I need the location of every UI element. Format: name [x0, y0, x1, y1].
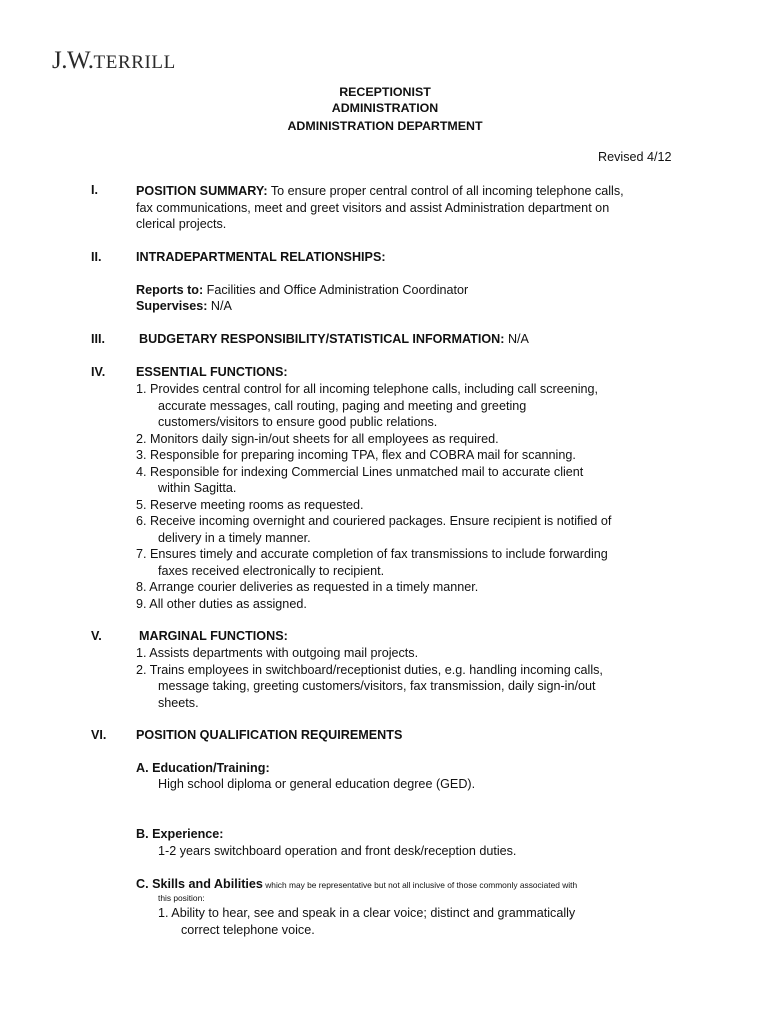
company-logo: J.W.TERRILL [52, 47, 176, 74]
list-item-cont: accurate messages, call routing, paging and meeting and greeting [158, 399, 527, 413]
list-item: 2. Trains employees in switchboard/receptionist duties, e.g. handling incoming calls, [136, 663, 603, 677]
list-item-cont: correct telephone voice. [181, 923, 315, 937]
experience-text: 1-2 years switchboard operation and front desk/reception duties. [158, 844, 517, 858]
list-item-cont: delivery in a timely manner. [158, 531, 311, 545]
list-item: 7. Ensures timely and accurate completion of fax transmissions to include forwarding [136, 547, 608, 561]
list-item: 6. Receive incoming overnight and couriered packages. Ensure recipient is notified of [136, 514, 612, 528]
skills-heading: C. Skills and Abilities which may be representative but not all inclusive of those commonly associated with [136, 877, 578, 891]
list-item-cont: faxes received electronically to recipient. [158, 564, 385, 578]
section-heading: POSITION QUALIFICATION REQUIREMENTS [136, 728, 403, 742]
section-number: VI. [91, 728, 107, 742]
list-item: 1. Provides central control for all incoming telephone calls, including call screening, [136, 382, 599, 396]
position-summary-line: fax communications, meet and greet visitors and assist Administration department on [136, 201, 610, 215]
list-item: 1. Ability to hear, see and speak in a clear voice; distinct and grammatically [158, 906, 576, 920]
budgetary-responsibility: BUDGETARY RESPONSIBILITY/STATISTICAL INFORMATION: N/A [139, 332, 529, 346]
section-heading: ESSENTIAL FUNCTIONS: [136, 365, 288, 379]
reports-to: Reports to: Facilities and Office Administration Coordinator [136, 283, 469, 297]
list-item-cont: customers/visitors to ensure good public relations. [158, 415, 438, 429]
education-text: High school diploma or general education degree (GED). [158, 777, 476, 791]
list-item: 4. Responsible for indexing Commercial Lines unmatched mail to accurate client [136, 465, 584, 479]
section-number: V. [91, 629, 102, 643]
list-item: 8. Arrange courier deliveries as requested in a timely manner. [136, 580, 479, 594]
department-name: ADMINISTRATION DEPARTMENT [287, 119, 483, 133]
education-label: A. Education/Training: [136, 761, 270, 775]
section-number: II. [91, 250, 102, 264]
list-item: 5. Reserve meeting rooms as requested. [136, 498, 364, 512]
section-heading: MARGINAL FUNCTIONS: [139, 629, 288, 643]
experience-label: B. Experience: [136, 827, 224, 841]
job-title: RECEPTIONIST [339, 85, 431, 99]
revised-date: Revised 4/12 [598, 150, 672, 164]
supervises: Supervises: N/A [136, 299, 232, 313]
list-item: 3. Responsible for preparing incoming TPA, flex and COBRA mail for scanning. [136, 448, 576, 462]
position-summary: POSITION SUMMARY: To ensure proper central control of all incoming telephone calls, [136, 184, 624, 198]
section-number: I. [91, 183, 98, 197]
list-item-cont: sheets. [158, 696, 199, 710]
section-number: IV. [91, 365, 106, 379]
section-number: III. [91, 332, 105, 346]
list-item-cont: within Sagitta. [158, 481, 237, 495]
list-item: 1. Assists departments with outgoing mail projects. [136, 646, 419, 660]
skills-note: this position: [158, 893, 205, 903]
job-category: ADMINISTRATION [331, 101, 439, 115]
list-item-cont: message taking, greeting customers/visitors, fax transmission, daily sign-in/out [158, 679, 596, 693]
section-heading: INTRADEPARTMENTAL RELATIONSHIPS: [136, 250, 386, 264]
list-item: 2. Monitors daily sign-in/out sheets for all employees as required. [136, 432, 499, 446]
list-item: 9. All other duties as assigned. [136, 597, 307, 611]
position-summary-line: clerical projects. [136, 217, 227, 231]
